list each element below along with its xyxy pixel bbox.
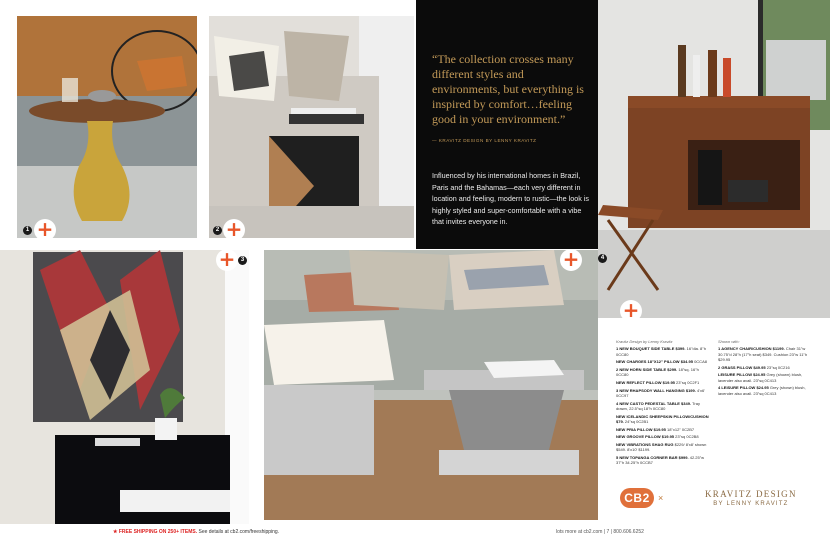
list-item: 5 NEW TOPANGA CORNER BAR $999. 42.25"w 37"h 34.25"h 0CCB7 xyxy=(616,454,705,466)
list-item: 1 NEW BOUQUET SIDE TABLE $399. 16"dia. 8"h 0CC80 xyxy=(616,346,706,357)
list-item: NEW CHARGES 18"X12" PILLOW $34.95 0CCA8 xyxy=(616,359,707,365)
photo-number-badge: 4 xyxy=(598,254,607,263)
plus-icon[interactable]: + xyxy=(560,250,582,271)
plus-icon[interactable]: + xyxy=(223,219,245,238)
list-item: 3 NEW RHAPSODY WALL HANGING $199. 4'x6' 0CC97 xyxy=(616,387,705,398)
plus-icon[interactable]: + xyxy=(216,250,238,271)
logo-separator: × xyxy=(658,493,664,503)
free-shipping-banner xyxy=(113,529,279,536)
product-list-heading: Kravitz Design by Lenny Kravitz xyxy=(616,339,673,344)
photo-casto-pedestal-table xyxy=(264,250,598,520)
page-footer-info: lots more at cb2.com | 7 | 800.606.6252 xyxy=(556,529,644,535)
kravitz-design-logo xyxy=(705,489,797,509)
list-item: NEW VIBRATIONS SHAG RUG $229/ 8'x8' shown $549. 8'x10' $1199. xyxy=(616,441,707,453)
list-item: NEW PRIA PILLOW $19.95 18"x12" 0C2B7 xyxy=(616,426,695,432)
product-list-heading: Shown with: xyxy=(718,339,740,344)
list-item: 4 NEW CASTO PEDESTAL TABLE $349. Tray drawn, 22.5"sq 18"h 0CC80 xyxy=(616,400,700,411)
plus-icon[interactable]: + xyxy=(620,300,642,318)
product-list-left xyxy=(616,339,712,468)
free-shipping-link[interactable]: See details at cb2.com/freeshipping. xyxy=(198,529,280,535)
list-item: 1 AGENCY CHAIR/CUSHION $1199. Chair 31"w 30.75"d 28"h (17"h seat) $349. Cushion 23"w 11"h $29.95 xyxy=(718,346,808,363)
kravitz-logo-line2: BY LENNY KRAVITZ xyxy=(713,501,789,507)
list-item: 2 GRASS PILLOW $49.95 23"sq 0C216 xyxy=(718,364,790,370)
product-list-right xyxy=(718,339,818,398)
cb2-logo: CB2 xyxy=(620,488,654,508)
photo-number-badge: 1 xyxy=(23,226,32,235)
photo-rhapsody-wall-hanging xyxy=(0,250,249,524)
quote-attribution: — KRAVITZ DESIGN BY LENNY KRAVITZ xyxy=(432,138,537,143)
photo-topanga-corner-bar xyxy=(598,0,830,318)
plus-icon[interactable]: + xyxy=(34,219,56,238)
list-item: 4 LEISURE PILLOW $24.95 Grey (shown) blush, lavender also avail. 23"sq 0C413 xyxy=(718,385,806,396)
list-item: NEW REFLECT PILLOW $19.95 23"sq 0C2F1 xyxy=(616,380,700,385)
quote-panel xyxy=(416,0,598,249)
photo-horn-side-table xyxy=(209,16,414,238)
kravitz-logo-line1: KRAVITZ DESIGN xyxy=(705,489,797,499)
intro-paragraph: Influenced by his international homes in Brazil, Paris and the Bahamas—each very different in location and feeling, modern to rustic—the look is highly styled and super-comfortable with a vibe that invites everyone in. xyxy=(432,171,590,227)
list-item: NEW GROOVE PILLOW $19.95 23"sq 0C2B8 xyxy=(616,434,699,440)
photo-number-badge: 2 xyxy=(213,226,222,235)
free-shipping-label: ★ FREE SHIPPING ON 250+ ITEMS. xyxy=(113,529,198,535)
pull-quote: “The collection crosses many different styles and environments, but everything is inspired by comfort…feeling good in your environment.” xyxy=(432,52,584,126)
list-item: 2 NEW HORN SIDE TABLE $299. 18"sq. 16"h 0CC80 xyxy=(616,367,699,378)
photo-number-badge: 3 xyxy=(238,256,247,265)
list-item: NEW ICELANDIC SHEEPSKIN PILLOW/CUSHION $79. 24"sq 0C2B1 xyxy=(616,413,709,424)
list-item: LEISURE PILLOW $24.95 Grey (shown) blush, lavender also avail. 23"sq 0C413 xyxy=(718,372,803,383)
photo-bouquet-side-table xyxy=(17,16,197,238)
